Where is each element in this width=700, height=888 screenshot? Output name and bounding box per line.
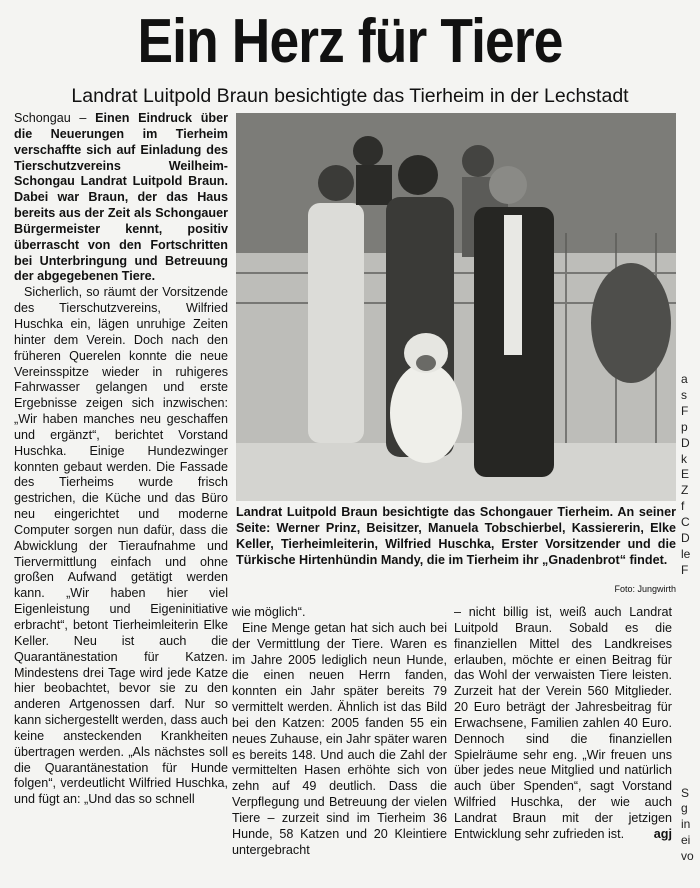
headline: Ein Herz für Tiere — [137, 7, 563, 76]
body-paragraph-3 — [454, 605, 672, 843]
photo-caption: Landrat Luitpold Braun besichtigte das Schongauer Tierheim. An seiner Seite: Werner Prinz, Beisitzer, Manuela Tobschierbel, Kassiererin, Elke Keller, Tierheimleiterin, Wilfried Huschka, Erster Vorsitzender und die Türkische Hirtenhündin Mandy, die im Tierheim ihr „Gnadenbrot“ findet. — [236, 505, 676, 567]
lead-text: Einen Eindruck über die Neuerungen im Tierheim verschaffte sich auf Einladung des Tierschutzvereins Weilheim-Schongau Landrat Luitpold Braun. Dabei war Braun, der das Haus bereits aus der Zeit als Schongauer Bürgermeister kennt, positiv überrascht von den Fortschritten bei Unterbringung und Betreuung der abgegebenen Tiere. — [14, 111, 228, 284]
body-paragraph-2: Eine Menge getan hat sich auch bei der Vermittlung der Tiere. Waren es im Jahre 2005 lediglich neun Hunde, die einen neuen Herrn fanden, konnten ein Jahr später bereits 79 vermittelt werden. Ähnlich ist das Bild bei den Katzen: 2005 fanden 55 ein neues Zuhause, ein Jahr später waren es bereits 148. Und auch die Zahl der vermittelten Hasen erhöhte sich von zehn auf 49 deutlich. Dass die Verpflegung und Betreuung der vielen Tiere – zurzeit sind im Tierheim 36 Hunde, 58 Katzen und 20 Kleintiere untergebracht — [232, 620, 447, 857]
author-signature: agj — [653, 826, 672, 841]
lead-paragraph — [14, 111, 228, 285]
subheadline: Landrat Luitpold Braun besichtigte das Tierheim in der Lechstadt — [71, 85, 629, 107]
photo-credit: Foto: Jungwirth — [614, 584, 676, 594]
photo-illustration — [236, 113, 676, 501]
article-photo — [236, 113, 676, 501]
body-paragraph-3-text: – nicht billig ist, weiß auch Landrat Luitpold Braun. Sobald es die finanziellen Mittel des Landkreises erlauben, möchte er einen Beitrag für das Wohl der verwaisten Tiere leisten. Zurzeit hat der Verein 560 Mitglieder. 20 Euro beträgt der Jahresbeitrag für Erwachsene, Familien zahlen 40 Euro. Dennoch sind die finanziellen Spielräume sehr eng. „Wir freuen uns über jedes neue Mitglied und natürlich auch über Spenden“, sagt Vorstand Wilfried Huschka, der wie auch Landrat Braun mit der jetzigen Entwicklung sehr zufrieden ist. — [454, 605, 672, 841]
body-paragraph-1: Sicherlich, so räumt der Vorsitzende des Tierschutzvereins, Wilfried Huschka ein, lägen unruhige Zeiten hinter dem Verein. Doch nach den früheren Querelen konnte die neue Vereinsspitze wieder in ruhigeres Fahrwasser gelangen und erste Ergebnisse zeigen sich inzwischen: „Wir haben manches neu geschaffen und ergänzt“, berichtet Vorstand Huschka. Einige Hundezwinger konnten gebaut werden. Die Fassade des Tierheims wurde frisch gestrichen, die Küche und das Büro neu eingerichtet und moderne Computer sorgen nun dafür, dass die Abwicklung der Tieraufnahme und Tiervermittlung einfach und ohne großen Aufwand getätigt werden kann. „Wir haben hier viel Eigenleistung und Eigeninitiative erbracht“, betont Tierheimleiterin Elke Keller. Neu ist auch die Quarantänestation für Katzen. Mindestens drei Tage wird jede Katze hier beobachtet, bevor sie zu den anderen Artgenossen darf. Nur so kann sichergestellt werden, dass auch keine ansteckenden Krankheiten übertragen werden. „Als nächstes soll die Quarantänestation für Hunde folgen“, verdeutlicht Wilfried Huschka, und fügt an: „Und das so schnell — [14, 285, 228, 807]
column-2-continuation: wie möglich“. — [232, 605, 306, 619]
article-column-2 — [232, 605, 447, 875]
dateline: Schongau – — [14, 111, 96, 125]
article-column-1 — [14, 111, 228, 871]
article-column-3 — [454, 605, 672, 875]
adjacent-article-fragment: a s F p D k E Z f C D le F S g in ei vo — [681, 372, 694, 864]
